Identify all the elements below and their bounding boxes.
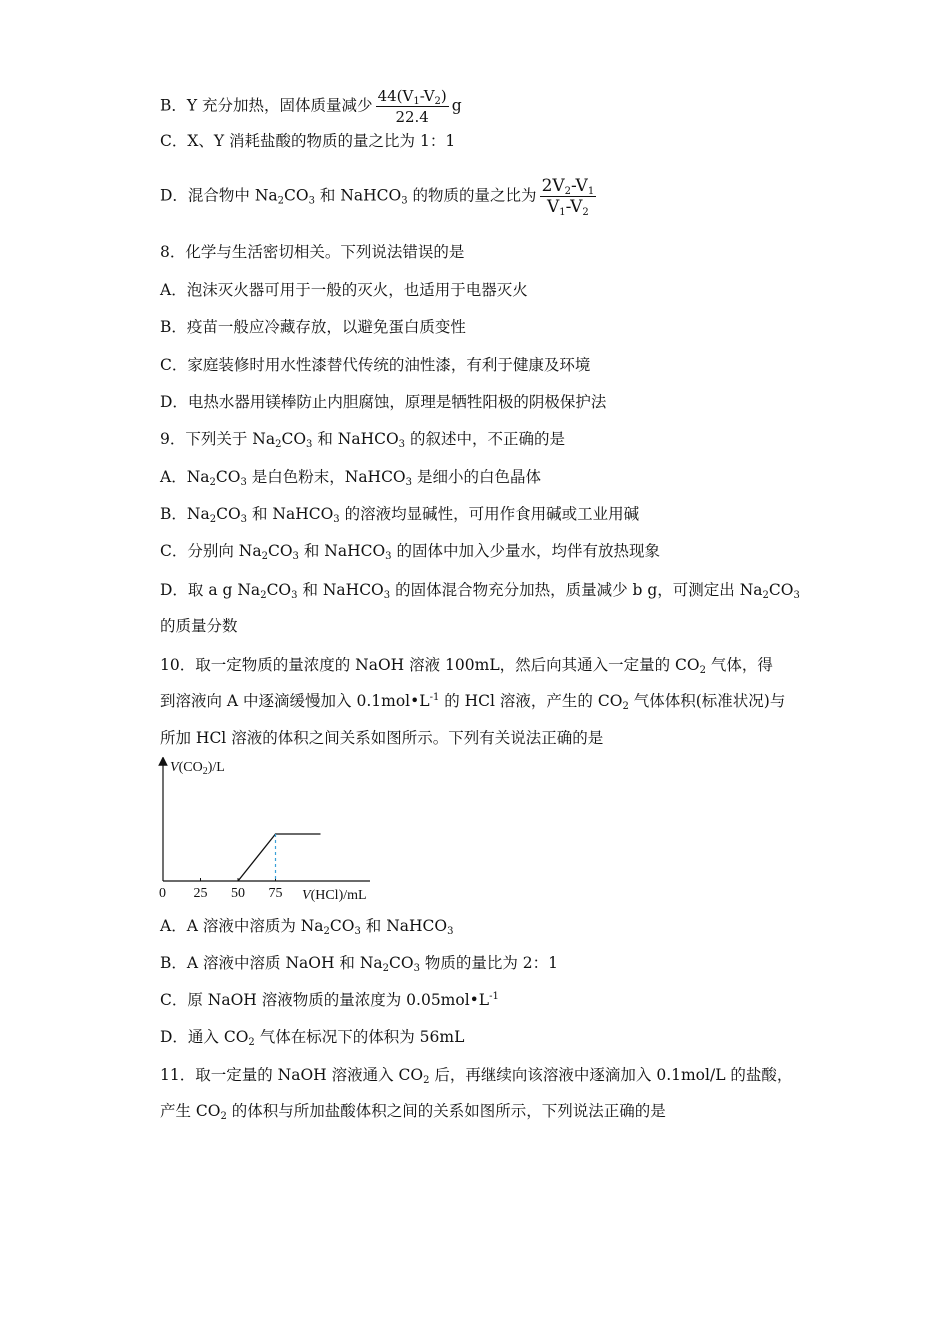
co2-volume-line	[238, 834, 321, 881]
q7-option-b: B．Y 充分加热，固体质量减少 $\frac{44(V_1-V_2)}{22.4}$ g	[160, 87, 462, 126]
q10-stem-line-1: 10．取一定物质的量浓度的 NaOH 溶液 100mL，然后向其通入一定量的 $CO_2$ 气体，得	[160, 656, 773, 676]
q10-stem-line-3: 所加 HCl 溶液的体积之间关系如图所示。下列有关说法正确的是	[160, 729, 604, 747]
x-tick-50: 50	[231, 886, 245, 901]
y-axis-label: $V(CO_2)/L$	[170, 760, 225, 777]
q9-option-b: B．$Na_2CO_3$ 和 NaHCO$_3$ 的溶液均显碱性，可用作食用碱或工业用碱	[160, 505, 640, 525]
q7-option-d: D．混合物中 $Na_2CO_3$ 和 NaHCO$_3$ 的物质的量之比为 $\frac{2V_2-V_1}{V_1-V_2}$	[160, 176, 595, 218]
q8-option-a: A．泡沫灭火器可用于一般的灭火，也适用于电器灭火	[160, 281, 528, 299]
q7-d-fraction: $\frac{2V_2-V_1}{V_1-V_2}$	[541, 176, 595, 218]
q7-option-c: C．X、Y 消耗盐酸的物质的量之比为 1：1	[160, 132, 456, 150]
x-tick-25: 25	[193, 886, 208, 901]
q10-option-a: A．A 溶液中溶质为 $Na_2CO_3$ 和 NaHCO$_3$	[160, 917, 454, 937]
q9-stem: 9．下列关于 $Na_2CO_3$ 和 NaHCO$_3$ 的叙述中，不正确的是	[160, 430, 565, 450]
q10-option-b: B．A 溶液中溶质 NaOH 和 $Na_2CO_3$ 物质的量比为 2：1	[160, 954, 559, 974]
q8-option-d: D．电热水器用镁棒防止内胆腐蚀，原理是牺牲阳极的阴极保护法	[160, 393, 607, 411]
q8-stem: 8．化学与生活密切相关。下列说法错误的是	[160, 243, 465, 261]
q8-option-b: B．疫苗一般应冷藏存放，以避免蛋白质变性	[160, 318, 466, 336]
x-axis-label: V(HCl)/mL	[302, 888, 367, 903]
q9-option-c: C．分别向 $Na_2CO_3$ 和 NaHCO$_3$ 的固体中加入少量水，均伴有放热现象	[160, 542, 660, 562]
q10-co2-volume-chart	[155, 757, 385, 907]
q10-option-c: C．原 NaOH 溶液物质的量浓度为 $0.05mol•L^{-1}$	[160, 991, 499, 1009]
q11-stem-line-2: 产生 $CO_2$ 的体积与所加盐酸体积之间的关系如图所示，下列说法正确的是	[160, 1102, 666, 1122]
q7-b-fraction: $\frac{44(V_1-V_2)}{22.4}$	[377, 87, 447, 126]
q9-option-d-continued: 的质量分数	[160, 617, 238, 635]
q9-option-d: D．取 a g $Na_2CO_3$ 和 NaHCO$_3$ 的固体混合物充分加热，质量减少 b g，可测定出 $Na_2CO_3$	[160, 581, 800, 601]
q8-option-c: C．家庭装修时用水性漆替代传统的油性漆，有利于健康及环境	[160, 356, 591, 374]
q9-option-a: A．$Na_2CO_3$ 是白色粉末，NaHCO$_3$ 是细小的白色晶体	[160, 468, 541, 488]
q10-option-d: D．通入 $CO_2$ 气体在标况下的体积为 56mL	[160, 1028, 465, 1048]
x-tick-75: 75	[268, 886, 283, 901]
q11-stem-line-1: 11．取一定量的 NaOH 溶液通入 $CO_2$ 后，再继续向该溶液中逐滴加入 0.1mol/L 的盐酸，	[160, 1066, 793, 1086]
x-tick-0: 0	[159, 886, 166, 901]
q10-stem-line-2: 到溶液向 A 中逐滴缓慢加入 $0.1mol•L^{-1}$ 的 HCl 溶液，产生的 $CO_2$ 气体体积(标准状况)与	[160, 692, 786, 712]
